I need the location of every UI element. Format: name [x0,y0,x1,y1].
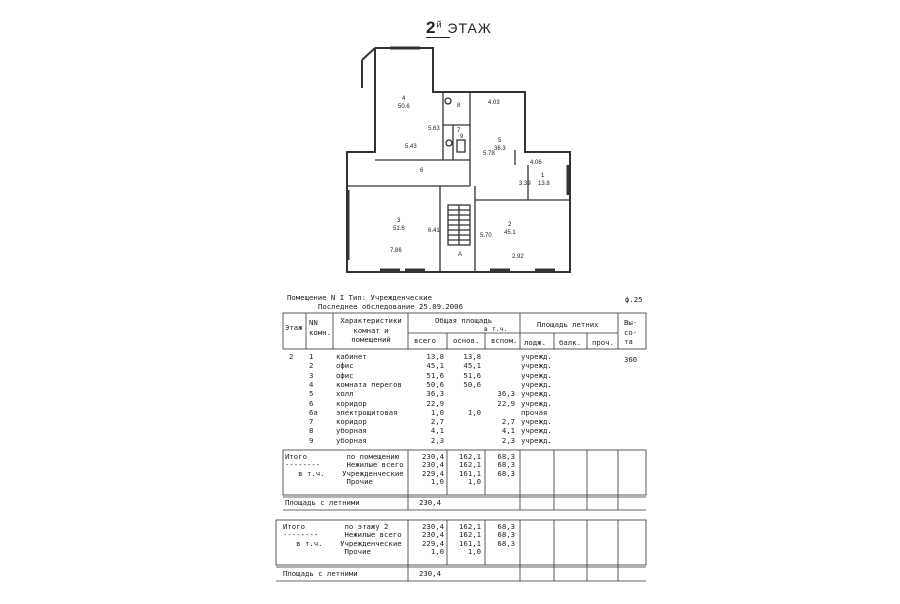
header-total-area: Общая площадь [435,316,493,325]
row-name: комната перегов [336,379,402,389]
room-1-num: 1 [541,173,545,179]
row-type: учрежд. [521,389,552,399]
row-main: 51,6 [463,370,481,380]
room-4-area: 50.6 [398,104,410,110]
row-n: 8 [309,426,314,436]
row-n: 9 [309,435,314,445]
row-name: кабинет [336,352,367,361]
summary-main: 162,1 [459,460,481,470]
row-name: коридор [336,417,367,427]
header-summer: Площадь летних [537,320,599,329]
row-type: учрежд. [521,417,552,427]
dim-5: 4.06 [530,160,542,166]
summer1-label: Площадь с летними [285,498,360,507]
height-value: 360 [624,355,638,364]
row-name: коридор [336,398,367,408]
summary-aux: 68,3 [497,468,515,478]
row-all: 4,1 [430,426,444,436]
row-aux: 22,9 [497,398,515,408]
meta-line1: Помещение N I Тип: Учрежденческие [287,293,432,302]
summer1-value: 230,4 [419,498,441,507]
header-height: Вы- со- та [624,318,638,346]
header-main: основ. [453,336,480,345]
header-all: всего [414,336,436,345]
row-main: 1,0 [467,407,481,417]
row-n: 6а [309,407,318,417]
row-type: учрежд. [521,352,552,361]
dim-6: 3.39 [519,181,531,187]
row-name: холл [336,389,354,399]
row-aux: 36,3 [497,389,515,399]
row-all: 13,8 [426,352,444,361]
row-type: учрежд. [521,426,552,436]
summary-all: 1,0 [430,546,444,556]
room-6-num: 6 [420,168,424,174]
summer2-label: Площадь с летними [283,569,358,578]
row-all: 51,6 [426,370,444,380]
row-all: 22,9 [426,398,444,408]
row-n: 6 [309,398,314,408]
summary-main: 161,1 [459,538,481,548]
header-characteristics: Характеристики комнат и помещений [340,316,402,344]
row-name: электрощитовая [336,407,398,417]
dim-2: 5.43 [405,144,417,150]
row-aux: 2,7 [501,417,515,427]
row-n: 7 [309,417,314,427]
row-type: учрежд. [521,370,552,380]
summary-main: 162,1 [459,530,481,540]
row-n: 5 [309,389,314,399]
row-all: 2,3 [430,435,444,445]
summary-main: 161,1 [459,468,481,478]
summary-label: Прочие [283,546,371,556]
dim-1: 5.63 [428,126,440,132]
row-type: учрежд. [521,361,552,371]
row-type: учрежд. [521,379,552,389]
room-4-num: 4 [402,96,406,102]
summary-label: Прочие [285,476,373,486]
header-balcony: балк. [559,338,581,347]
summary-all: 230,4 [422,522,444,531]
row-main: 45,1 [463,361,481,371]
row-all: 2,7 [430,417,444,427]
row-n: 4 [309,379,314,389]
row-type: прочая [521,407,548,417]
summary-main: 162,1 [459,452,481,461]
form-number: ф.25 [625,295,643,304]
summary-aux: 68,3 [497,522,515,531]
header-loggia: лодж. [524,338,546,347]
summary-all: 230,4 [422,452,444,461]
summary-all: 229,4 [422,538,444,548]
meta-line2: Последнее обследование 25.09.2006 [318,302,463,311]
dim-10: 2.92 [512,254,524,260]
header-other: проч. [592,338,614,347]
dim-7: 6.41 [428,228,440,234]
row-all: 45,1 [426,361,444,371]
row-main: 50,6 [463,379,481,389]
dim-9: 7.86 [390,248,402,254]
room-5-area: 36.3 [494,146,506,152]
summary-aux: 68,3 [497,538,515,548]
floor-number: 2 [426,18,437,37]
row-aux: 4,1 [501,426,515,436]
header-nn: NN комн. [309,318,331,337]
room-5-num: 5 [498,138,502,144]
room-3-area: 51.6 [393,226,405,232]
row-type: учрежд. [521,398,552,408]
summer2-value: 230,4 [419,569,441,578]
dim-3: 4.03 [488,100,500,106]
room-7-num: 7 [457,128,461,134]
row-name: офис [336,370,354,380]
row-all: 36,3 [426,389,444,399]
row-name: уборная [336,435,367,445]
summary-aux: 68,3 [497,530,515,540]
row-name: офис [336,361,354,371]
room-1-area: 13.8 [538,181,550,187]
row-main: 13,8 [463,352,481,361]
dim-4: 5.78 [483,151,495,157]
summary-all: 230,4 [422,530,444,540]
row-n: 3 [309,370,314,380]
room-9-num: 9 [460,134,464,140]
summary-label: Итого по этажу 2 [283,522,389,531]
header-incl: в т.ч. [484,325,508,333]
row-type: учрежд. [521,435,552,445]
room-8-num: 8 [457,103,461,109]
summary-label: -------- Нежилые всего [285,460,404,470]
summary-all: 230,4 [422,460,444,470]
room-2-area: 45.1 [504,230,516,236]
summary-label: в т.ч. Учрежденческие [283,538,402,548]
row-all: 50,6 [426,379,444,389]
row-n: 1 [309,352,314,361]
floor-suffix: й [436,19,443,30]
summary-main: 1,0 [467,476,481,486]
summary-main: 162,1 [459,522,481,531]
summary-aux: 68,3 [497,452,515,461]
row-aux: 2,3 [501,435,515,445]
row-name: уборная [336,426,367,436]
row-n: 2 [309,361,314,371]
room-3-num: 3 [397,218,401,224]
floor-label: ЭТАЖ [447,20,492,36]
header-floor: Этаж [285,323,303,332]
summary-label: в т.ч. Учрежденческие [285,468,404,478]
floor-value: 2 [289,352,294,361]
summary-all: 229,4 [422,468,444,478]
summary-aux: 68,3 [497,460,515,470]
row-all: 1,0 [430,407,444,417]
summary-label: -------- Нежилые всего [283,530,402,540]
summary-all: 1,0 [430,476,444,486]
header-aux: вспом. [491,336,518,345]
dim-8: 5.70 [480,233,492,239]
summary-label: Итого по помещению [285,452,400,461]
room-2-num: 2 [508,222,512,228]
stair-label: А [458,252,463,258]
summary-main: 1,0 [467,546,481,556]
